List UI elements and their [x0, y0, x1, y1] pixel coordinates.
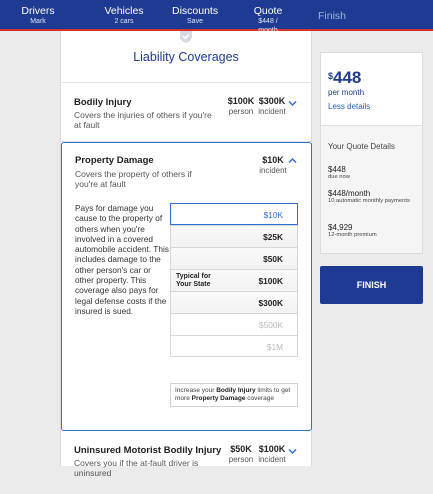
option-value: $25K — [263, 232, 283, 242]
coverage-description: Covers the injuries of others if you're at fault — [74, 110, 212, 130]
limit-value: $300K — [258, 96, 286, 106]
quote-details — [321, 125, 422, 253]
limit-options — [170, 203, 298, 357]
limit-option[interactable] — [170, 291, 298, 313]
hint-bold: Property Damage — [191, 395, 246, 402]
nav-step-title: Drivers — [21, 5, 55, 17]
coverage-name: Bodily Injury — [74, 97, 132, 108]
option-value: $10K — [263, 210, 283, 220]
section-title: Liability Coverages — [133, 50, 239, 64]
shield-icon — [179, 31, 193, 43]
option-value: $100K — [258, 276, 283, 286]
nav-step-finish — [318, 0, 346, 22]
limit-value: $50K — [230, 444, 252, 454]
monthly-price — [328, 68, 361, 88]
limit-unit: incident — [259, 166, 287, 175]
limit-option-disabled — [170, 335, 298, 357]
less-details-link[interactable]: Less details — [328, 102, 371, 111]
limit-per-person — [227, 444, 255, 465]
coverage-name: Uninsured Motorist Bodily Injury — [74, 445, 222, 456]
limit-per-incident — [257, 444, 287, 465]
nav-step-discounts[interactable] — [172, 0, 218, 26]
detail-label: due now — [328, 174, 350, 180]
coverage-description: Covers you if the at-fault driver is uninsured — [74, 458, 199, 478]
section-header — [61, 31, 311, 83]
quote-detail-item — [328, 165, 350, 180]
coverage-explanation: Pays for damage you cause to the property of others when you're involved in a covered automobile accident. This includes damage to the other person's car or other property. This coverage also pays for legal defense costs if the insured is sued. — [75, 203, 169, 316]
detail-amount: $448/month — [328, 189, 371, 198]
chevron-up-icon[interactable] — [288, 157, 297, 164]
limit-value: $100K — [227, 96, 255, 106]
chevron-down-icon[interactable] — [288, 448, 297, 455]
limit-value: $100K — [258, 444, 286, 454]
limit-per-incident — [258, 155, 288, 176]
nav-step-vehicles[interactable] — [102, 0, 146, 26]
nav-step-title: Quote — [253, 5, 283, 17]
coverage-panel — [60, 31, 312, 478]
nav-step-title: Vehicles — [104, 5, 144, 17]
limit-hint — [170, 383, 298, 407]
quote-details-title: Your Quote Details — [328, 142, 395, 151]
nav-step-drivers[interactable] — [20, 0, 56, 26]
limit-per-person — [227, 96, 255, 117]
nav-step-sub: Mark — [30, 18, 46, 25]
limit-option[interactable] — [170, 269, 298, 291]
price-amount: 448 — [333, 68, 362, 87]
nav-step-title: Finish — [318, 10, 347, 22]
limit-option[interactable] — [170, 203, 298, 225]
detail-label: 10 automatic monthly payments — [328, 198, 410, 204]
limit-option[interactable] — [170, 225, 298, 247]
nav-step-sub: 2 cars — [114, 18, 134, 25]
detail-amount: $448 — [328, 165, 346, 174]
price-period: per month — [328, 88, 365, 97]
limit-unit: person — [228, 455, 254, 464]
coverage-name: Property Damage — [75, 155, 154, 166]
limit-option[interactable] — [170, 247, 298, 269]
limit-per-incident — [257, 96, 287, 117]
progress-nav — [0, 0, 433, 31]
limit-unit: incident — [258, 455, 286, 464]
coverage-bodily-injury[interactable] — [61, 83, 311, 142]
quote-detail-item — [328, 189, 410, 204]
option-value: $1M — [266, 342, 283, 352]
hint-text: limits to get more — [175, 387, 291, 402]
limit-value: $10K — [262, 155, 284, 165]
hint-text: Increase your — [175, 387, 217, 394]
typical-label: Typical for Your State — [176, 273, 211, 288]
finish-button[interactable]: FINISH — [320, 266, 423, 304]
nav-step-sub: $448 / — [258, 18, 278, 25]
option-value: $50K — [263, 254, 283, 264]
chevron-down-icon[interactable] — [288, 100, 297, 107]
coverage-uninsured-motorist[interactable] — [61, 434, 312, 494]
limit-option-disabled — [170, 313, 298, 335]
price-currency: $ — [328, 71, 334, 81]
quote-detail-item — [328, 223, 377, 238]
quote-summary — [320, 52, 423, 254]
nav-step-quote[interactable] — [248, 0, 288, 35]
option-value: $300K — [258, 298, 283, 308]
nav-step-sub: Save — [187, 18, 203, 25]
hint-bold: Bodily Injury — [216, 387, 256, 394]
coverage-property-damage[interactable] — [61, 142, 312, 431]
hint-text: coverage — [245, 395, 274, 402]
limit-unit: incident — [258, 107, 286, 116]
limit-unit: person — [228, 107, 254, 116]
coverage-description: Covers the property of others if you're at fault — [75, 169, 192, 189]
detail-label: 12-month premium — [328, 232, 377, 238]
option-value: $500K — [259, 320, 283, 330]
nav-step-title: Discounts — [172, 5, 219, 17]
detail-amount: $4,929 — [328, 223, 353, 232]
